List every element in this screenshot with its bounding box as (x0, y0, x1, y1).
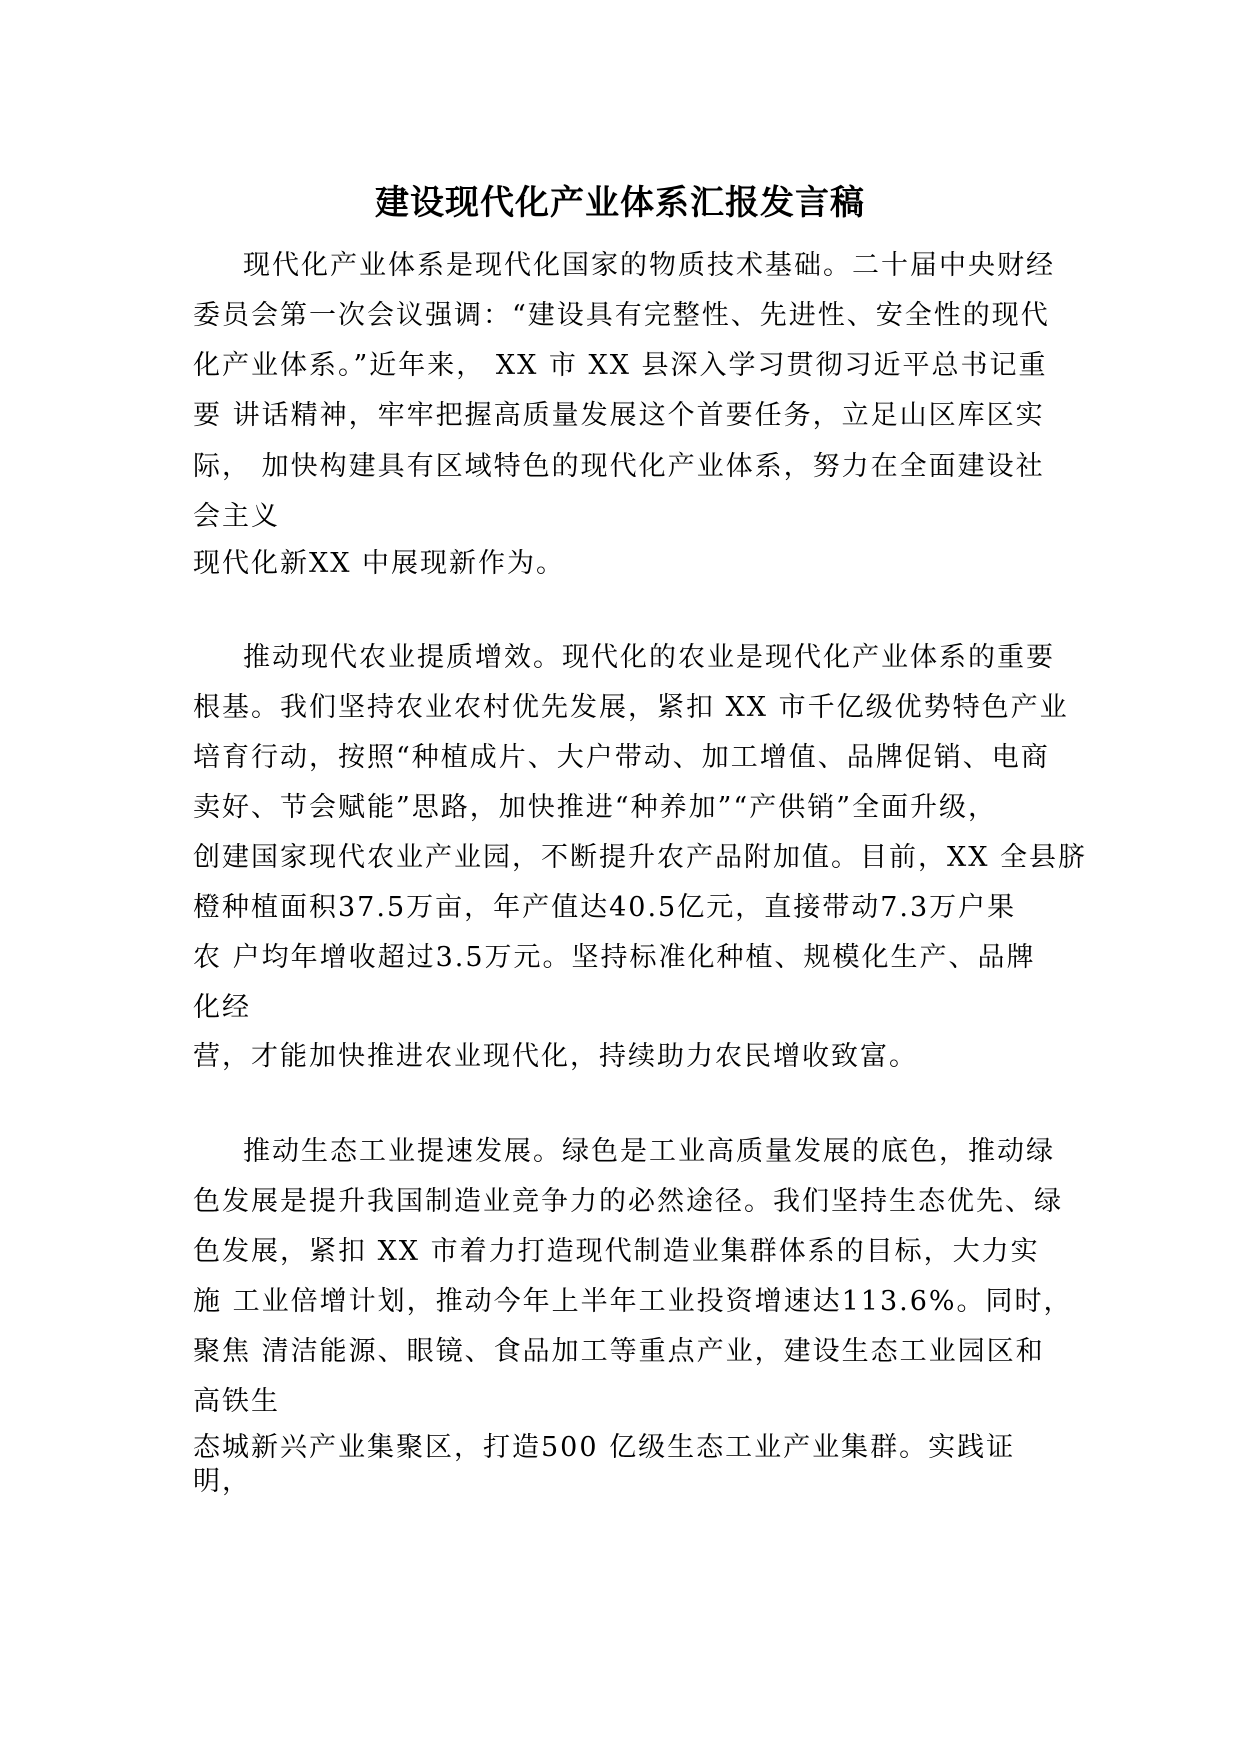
paragraph-3-line-3: 色发展，紧扣 XX 市着力打造现代制造业集群体系的目标，大力实 (193, 1236, 1040, 1267)
paragraph-3-line-8: 明， (193, 1466, 251, 1497)
paragraph-3-line-6: 高铁生 (193, 1386, 280, 1417)
paragraph-2-line-3: 培育行动，按照“种植成片、大户带动、加工增值、品牌促销、电商 (193, 742, 1050, 773)
paragraph-1-line-5: 际， 加快构建具有区域特色的现代化产业体系，努力在全面建设社 (193, 451, 1045, 482)
paragraph-3-line-5: 聚焦 清洁能源、眼镜、食品加工等重点产业，建设生态工业园区和 (193, 1336, 1045, 1367)
paragraph-3-line-2: 色发展是提升我国制造业竞争力的必然途径。我们坚持生态优先、绿 (193, 1186, 1063, 1217)
paragraph-2-line-1: 推动现代农业提质增效。现代化的农业是现代化产业体系的重要 (243, 642, 1055, 673)
paragraph-1-line-6: 会主义 (193, 501, 280, 532)
paragraph-1-line-2: 委员会第一次会议强调：“建设具有完整性、先进性、安全性的现代 (193, 300, 1050, 331)
paragraph-2-line-6: 橙种植面积37.5万亩，年产值达40.5亿元，直接带动7.3万户果 (193, 892, 1017, 923)
paragraph-2-line-2: 根基。我们坚持农业农村优先发展，紧扣 XX 市千亿级优势特色产业 (193, 692, 1069, 723)
paragraph-1-line-3: 化产业体系。”近年来， XX 市 XX 县深入学习贯彻习近平总书记重 (193, 350, 1048, 381)
paragraph-2-line-9: 营，才能加快推进农业现代化，持续助力农民增收致富。 (193, 1041, 918, 1072)
paragraph-2-line-8: 化经 (193, 992, 251, 1023)
paragraph-2-line-7: 农 户均年增收超过3.5万元。坚持标准化种植、规模化生产、品牌 (193, 942, 1036, 973)
paragraph-2-line-4: 卖好、节会赋能”思路，加快推进“种养加”“产供销”全面升级， (193, 792, 998, 823)
paragraph-3-line-4: 施 工业倍增计划，推动今年上半年工业投资增速达113.6%。同时， (193, 1286, 1073, 1317)
paragraph-1-line-1: 现代化产业体系是现代化国家的物质技术基础。二十届中央财经 (243, 250, 1055, 281)
paragraph-1-line-4: 要 讲话精神，牢牢把握高质量发展这个首要任务，立足山区库区实 (193, 400, 1045, 431)
paragraph-3-line-7: 态城新兴产业集聚区，打造500 亿级生态工业产业集群。实践证 (193, 1432, 1016, 1463)
document-title: 建设现代化产业体系汇报发言稿 (375, 183, 865, 223)
paragraph-1-line-7: 现代化新XX 中展现新作为。 (193, 548, 566, 579)
paragraph-3-line-1: 推动生态工业提速发展。绿色是工业高质量发展的底色，推动绿 (243, 1136, 1055, 1167)
paragraph-2-line-5: 创建国家现代农业产业园，不断提升农产品附加值。目前，XX 全县脐 (193, 842, 1088, 873)
